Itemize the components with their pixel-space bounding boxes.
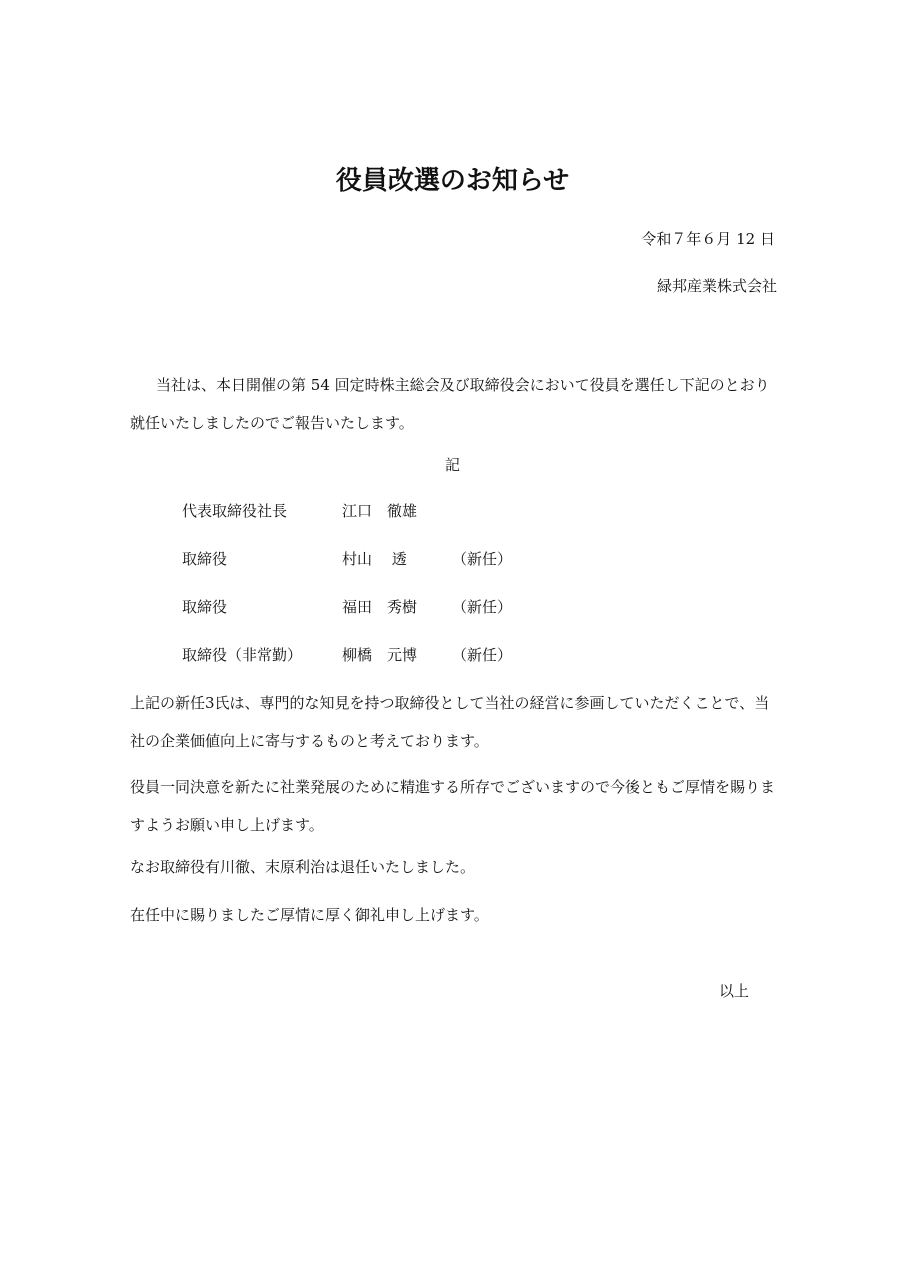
officer-name: 福田 秀樹: [342, 598, 418, 616]
new-officers-paragraph: 上記の新任3氏は、専門的な知見を持つ取締役として当社の経営に参画していただくことで、当社の企業価値向上に寄与するものと考えております。: [130, 694, 770, 750]
officer-role: 取締役: [182, 598, 228, 616]
closing-mark: 以上: [718, 982, 749, 1000]
retirement-paragraph: なお取締役有川徹、末原利治は退任いたしました。: [130, 858, 476, 876]
officer-row: [182, 500, 532, 548]
ki-heading: 記: [444, 456, 460, 474]
officer-row: [182, 596, 532, 644]
officer-name: 柳橋 元博: [342, 646, 418, 664]
officer-name: 江口 徹雄: [342, 502, 418, 520]
intro-text: 当社は、本日開催の第 54 回定時株主総会及び取締役会において役員を選任し下記のとおり就任いたしましたのでご報告いたします。: [130, 376, 770, 432]
officer-role: 取締役: [182, 550, 228, 568]
intro-paragraph: [130, 366, 780, 442]
thanks-paragraph: 在任中に賜りましたご厚情に厚く御礼申し上げます。: [130, 906, 489, 924]
officer-list: [182, 500, 532, 692]
officer-note: （新任）: [452, 550, 513, 568]
officer-note: （新任）: [452, 646, 513, 664]
officer-role: 取締役（非常勤）: [182, 646, 303, 664]
company-name: 緑邦産業株式会社: [656, 277, 777, 295]
officer-row: [182, 548, 532, 596]
officer-name: 村山 透: [342, 550, 407, 568]
officer-role: 代表取締役社長: [182, 502, 288, 520]
document-title: 役員改選のお知らせ: [335, 166, 570, 196]
resolution-paragraph: 役員一同決意を新たに社業発展のために精進する所存でございますので今後ともご厚情を賜りますようお願い申し上げます。: [130, 778, 776, 834]
document-date: 令和７年６月 12 日: [641, 230, 775, 248]
officer-note: （新任）: [452, 598, 513, 616]
